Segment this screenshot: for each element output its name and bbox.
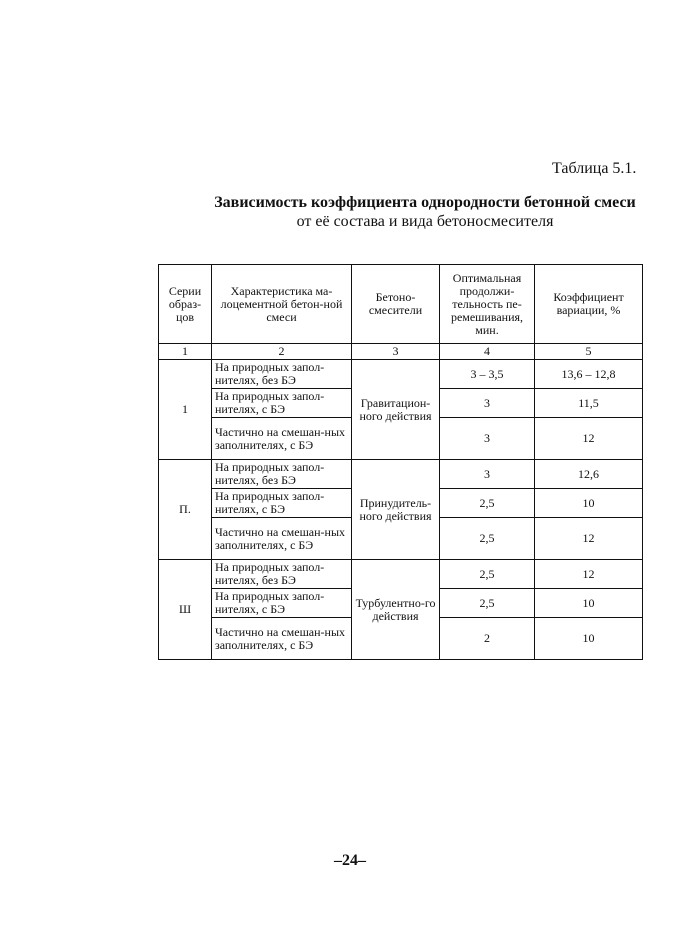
page-number: –24–	[334, 852, 366, 869]
duration-cell: 2,5	[440, 589, 535, 618]
header-coefficient: Коэффициент вариации, %	[535, 265, 643, 344]
table-row	[159, 360, 643, 389]
column-number: 2	[212, 344, 352, 360]
duration-cell: 2,5	[440, 489, 535, 518]
description-cell: Частично на смешан-ных заполнителях, с БЭ	[212, 518, 352, 560]
description-cell: На природных запол-нителях, без БЭ	[212, 560, 352, 589]
description-cell: На природных запол-нителях, без БЭ	[212, 360, 352, 389]
coefficient-cell: 12	[535, 418, 643, 460]
coefficient-cell: 12	[535, 518, 643, 560]
table-title-line-1: Зависимость коэффициента однородности бетонной смеси	[214, 194, 636, 211]
header-row	[159, 265, 643, 344]
mixer-cell: Турбулентно-го действия	[352, 560, 440, 660]
coefficient-cell: 11,5	[535, 389, 643, 418]
duration-cell: 2,5	[440, 560, 535, 589]
duration-cell: 2	[440, 618, 535, 660]
table-row	[159, 560, 643, 589]
duration-cell: 3	[440, 389, 535, 418]
header-mixers: Бетоно-смесители	[352, 265, 440, 344]
description-cell: Частично на смешан-ных заполнителях, с БЭ	[212, 618, 352, 660]
description-cell: На природных запол-нителях, с БЭ	[212, 489, 352, 518]
column-number: 4	[440, 344, 535, 360]
coefficient-cell: 12	[535, 560, 643, 589]
mixer-cell: Гравитацион-ного действия	[352, 360, 440, 460]
coefficient-cell: 10	[535, 589, 643, 618]
duration-cell: 2,5	[440, 518, 535, 560]
header-duration: Оптимальная продолжи-тельность пе-ремешивания, мин.	[440, 265, 535, 344]
coefficient-cell: 13,6 – 12,8	[535, 360, 643, 389]
series-cell: П.	[159, 460, 212, 560]
data-table	[158, 264, 643, 660]
column-number: 3	[352, 344, 440, 360]
table-label: Таблица 5.1.	[552, 160, 637, 177]
description-cell: На природных запол-нителях, с БЭ	[212, 389, 352, 418]
duration-cell: 3	[440, 418, 535, 460]
coefficient-cell: 10	[535, 618, 643, 660]
description-cell: Частично на смешан-ных заполнителях, с БЭ	[212, 418, 352, 460]
header-characteristic: Характеристика ма-лоцементной бетон-ной смеси	[212, 265, 352, 344]
table-title-line-2: от её состава и вида бетоносмесителя	[296, 213, 554, 230]
series-cell: Ш	[159, 560, 212, 660]
column-number: 5	[535, 344, 643, 360]
header-series: Серии образ-цов	[159, 265, 212, 344]
coefficient-cell: 10	[535, 489, 643, 518]
column-number: 1	[159, 344, 212, 360]
mixer-cell: Принудитель-ного действия	[352, 460, 440, 560]
column-number-row	[159, 344, 643, 360]
description-cell: На природных запол-нителях, с БЭ	[212, 589, 352, 618]
description-cell: На природных запол-нителях, без БЭ	[212, 460, 352, 489]
series-cell: 1	[159, 360, 212, 460]
duration-cell: 3 – 3,5	[440, 360, 535, 389]
duration-cell: 3	[440, 460, 535, 489]
table-row	[159, 460, 643, 489]
coefficient-cell: 12,6	[535, 460, 643, 489]
